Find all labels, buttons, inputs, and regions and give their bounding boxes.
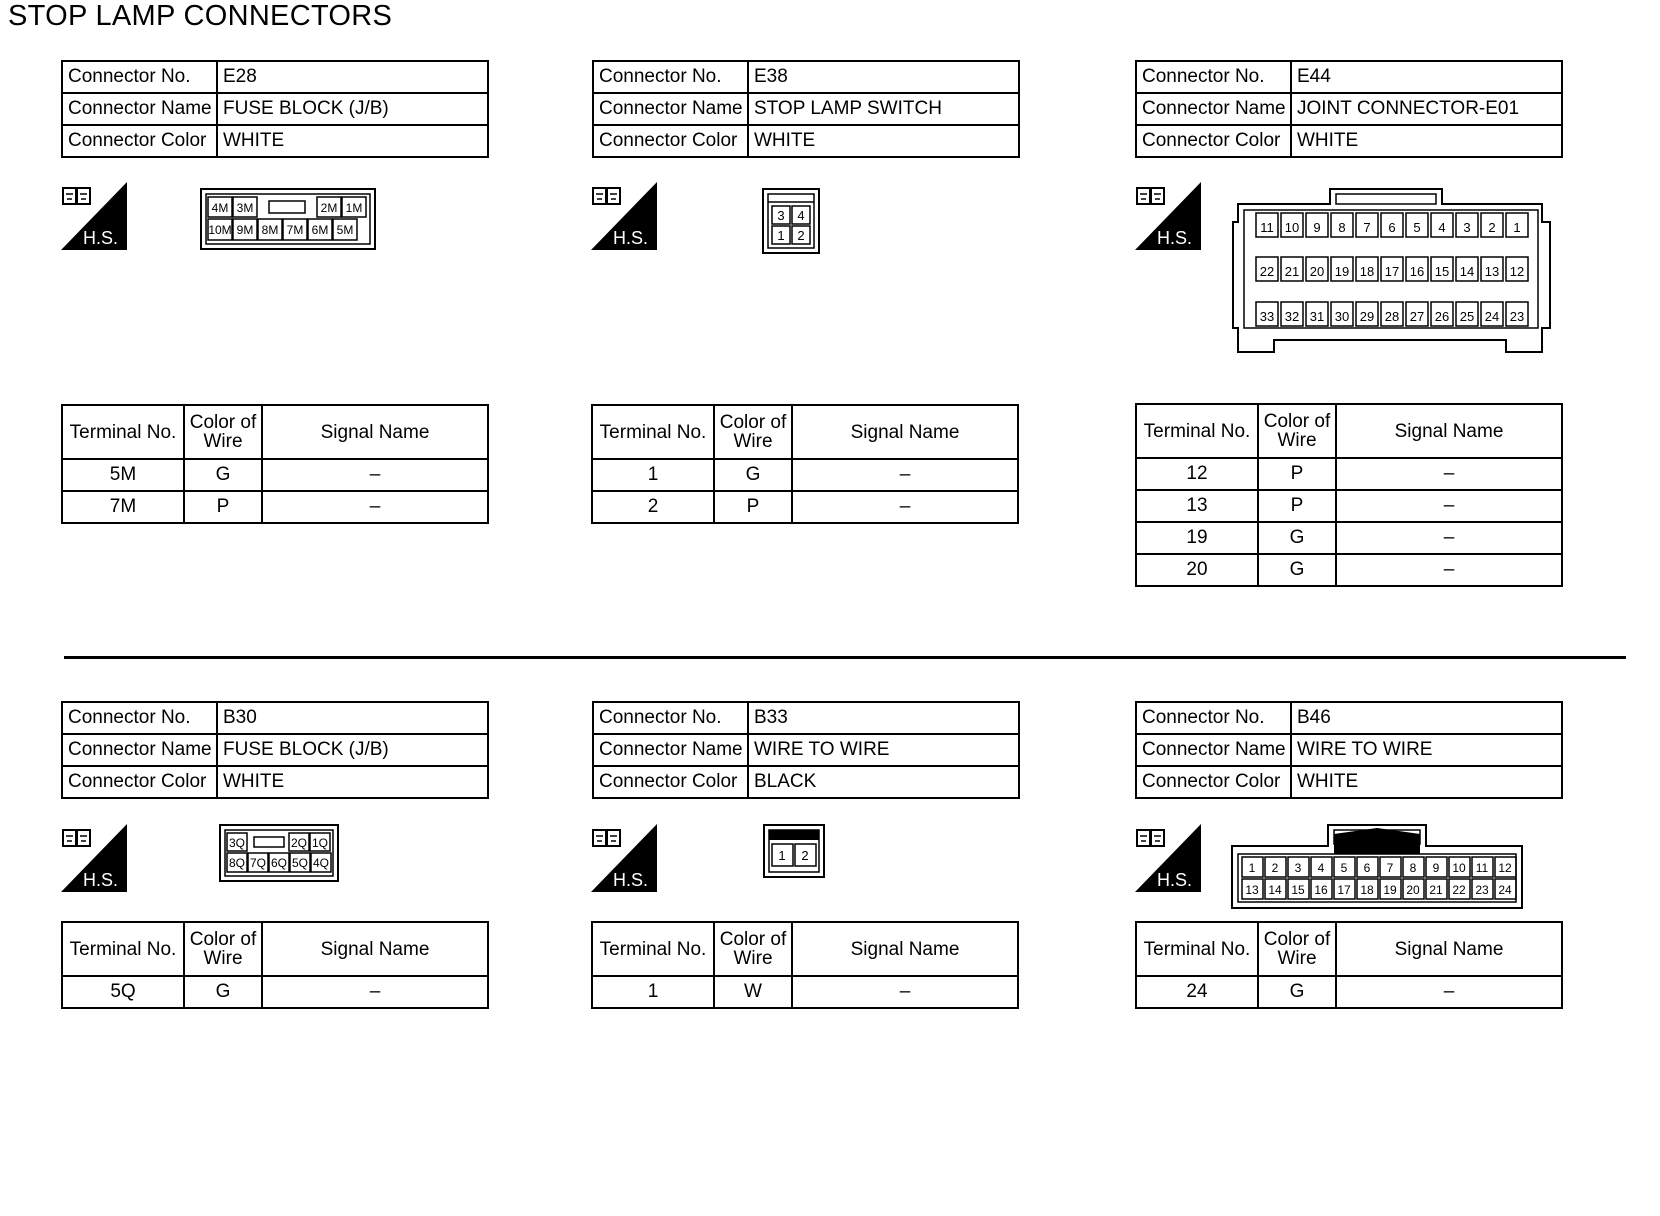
hs-icon bbox=[61, 182, 127, 250]
terminal-no: 5Q bbox=[62, 976, 184, 1008]
signal-name: – bbox=[792, 491, 1018, 523]
section-divider bbox=[64, 656, 1626, 659]
pin-label: 1 bbox=[778, 848, 786, 863]
pin-label: 4 bbox=[797, 208, 805, 223]
terminal-table-b46 bbox=[1135, 921, 1563, 1009]
pin-label: 2 bbox=[801, 848, 809, 863]
hs-icon bbox=[61, 824, 127, 892]
connector-no-value: E38 bbox=[748, 61, 1019, 93]
header-terminal-no: Terminal No. bbox=[592, 405, 714, 459]
label-connector-no: Connector No. bbox=[1136, 702, 1291, 734]
pin-label: 13 bbox=[1484, 264, 1500, 279]
pin-label: 20 bbox=[1309, 264, 1325, 279]
terminal-no: 1 bbox=[592, 976, 714, 1008]
pin-label: 8 bbox=[1338, 220, 1346, 235]
pin-label: 22 bbox=[1259, 264, 1275, 279]
connector-face-e38 bbox=[762, 188, 820, 254]
table-row bbox=[62, 976, 488, 1008]
label-connector-no: Connector No. bbox=[62, 61, 217, 93]
terminal-table-b30 bbox=[61, 921, 489, 1009]
header-terminal-no: Terminal No. bbox=[1136, 922, 1258, 976]
label-connector-no: Connector No. bbox=[62, 702, 217, 734]
signal-name: – bbox=[1336, 490, 1562, 522]
signal-name: – bbox=[792, 459, 1018, 491]
connector-name-value: FUSE BLOCK (J/B) bbox=[217, 734, 488, 766]
connector-info-b33 bbox=[592, 701, 1020, 799]
pin-label: 1Q bbox=[311, 836, 329, 850]
connector-face-e28 bbox=[200, 188, 376, 250]
pin-label: 29 bbox=[1359, 309, 1375, 324]
connector-color-value: WHITE bbox=[748, 125, 1019, 157]
connector-color-value: WHITE bbox=[1291, 766, 1562, 798]
connector-info-b46 bbox=[1135, 701, 1563, 799]
pin-label: 27 bbox=[1409, 309, 1425, 324]
pin-label: 19 bbox=[1383, 883, 1397, 897]
table-row bbox=[1136, 976, 1562, 1008]
connector-info-e44 bbox=[1135, 60, 1563, 158]
connector-name-value: WIRE TO WIRE bbox=[1291, 734, 1562, 766]
wire-color: G bbox=[1258, 522, 1336, 554]
wire-color: W bbox=[714, 976, 792, 1008]
pin-label: 19 bbox=[1334, 264, 1350, 279]
pin-label: 2 bbox=[1271, 861, 1279, 875]
connector-color-value: BLACK bbox=[748, 766, 1019, 798]
pin-label: 2 bbox=[797, 228, 805, 243]
terminal-no: 5M bbox=[62, 459, 184, 491]
connector-face-b33 bbox=[763, 824, 825, 878]
table-row bbox=[62, 491, 488, 523]
pin-label: 16 bbox=[1409, 264, 1425, 279]
pin-label: 7 bbox=[1363, 220, 1371, 235]
svg-text:H.S.: H.S. bbox=[83, 870, 119, 890]
pin-label: 1 bbox=[777, 228, 785, 243]
connector-no-value: B46 bbox=[1291, 702, 1562, 734]
pin-label: 2M bbox=[320, 201, 338, 215]
pin-label: 1 bbox=[1513, 220, 1521, 235]
pin-label: 30 bbox=[1334, 309, 1350, 324]
label-connector-name: Connector Name bbox=[62, 93, 217, 125]
pin-label: 9 bbox=[1432, 861, 1440, 875]
pin-label: 26 bbox=[1434, 309, 1450, 324]
header-signal-name: Signal Name bbox=[792, 922, 1018, 976]
pin-label: 3 bbox=[1463, 220, 1471, 235]
pin-label: 10M bbox=[208, 223, 232, 237]
connector-info-e38 bbox=[592, 60, 1020, 158]
wire-color: P bbox=[1258, 458, 1336, 490]
connector-name-value: STOP LAMP SWITCH bbox=[748, 93, 1019, 125]
header-signal-name: Signal Name bbox=[1336, 404, 1562, 458]
terminal-table-b33 bbox=[591, 921, 1019, 1009]
terminal-no: 7M bbox=[62, 491, 184, 523]
table-row bbox=[1136, 458, 1562, 490]
page-title: STOP LAMP CONNECTORS bbox=[8, 0, 393, 32]
label-connector-no: Connector No. bbox=[1136, 61, 1291, 93]
pin-label: 22 bbox=[1452, 883, 1466, 897]
header-terminal-no: Terminal No. bbox=[62, 405, 184, 459]
wire-color: G bbox=[1258, 976, 1336, 1008]
wire-color: G bbox=[184, 976, 262, 1008]
pin-label: 1M bbox=[345, 201, 363, 215]
pin-label: 21 bbox=[1429, 883, 1443, 897]
pin-label: 10 bbox=[1452, 861, 1466, 875]
pin-label: 8M bbox=[261, 223, 279, 237]
pin-label: 32 bbox=[1284, 309, 1300, 324]
pin-label: 2Q bbox=[290, 836, 308, 850]
table-row bbox=[1136, 554, 1562, 586]
pin-label: 24 bbox=[1484, 309, 1500, 324]
pin-label: 23 bbox=[1475, 883, 1489, 897]
pin-label: 4 bbox=[1317, 861, 1325, 875]
pin-label: 15 bbox=[1434, 264, 1450, 279]
pin-label: 31 bbox=[1309, 309, 1325, 324]
connector-color-value: WHITE bbox=[1291, 125, 1562, 157]
pin-label: 3M bbox=[236, 201, 254, 215]
signal-name: – bbox=[1336, 554, 1562, 586]
svg-text:H.S.: H.S. bbox=[1157, 228, 1193, 248]
pin-label: 6Q bbox=[270, 856, 288, 870]
label-connector-color: Connector Color bbox=[593, 766, 748, 798]
connector-info-b30 bbox=[61, 701, 489, 799]
signal-name: – bbox=[792, 976, 1018, 1008]
wire-color: P bbox=[714, 491, 792, 523]
label-connector-color: Connector Color bbox=[1136, 125, 1291, 157]
table-row bbox=[592, 491, 1018, 523]
connector-no-value: E28 bbox=[217, 61, 488, 93]
pin-label: 12 bbox=[1509, 264, 1525, 279]
label-connector-name: Connector Name bbox=[1136, 734, 1291, 766]
pin-label: 11 bbox=[1260, 220, 1274, 235]
header-color-of-wire: Color of Wire bbox=[714, 922, 792, 976]
pin-label: 2 bbox=[1488, 220, 1496, 235]
pin-label: 4M bbox=[211, 201, 229, 215]
header-color-of-wire: Color of Wire bbox=[184, 922, 262, 976]
header-color-of-wire: Color of Wire bbox=[714, 405, 792, 459]
pin-label: 6 bbox=[1388, 220, 1396, 235]
signal-name: – bbox=[1336, 976, 1562, 1008]
pin-label: 9 bbox=[1313, 220, 1321, 235]
pin-label: 7Q bbox=[249, 856, 267, 870]
wire-color: P bbox=[184, 491, 262, 523]
signal-name: – bbox=[1336, 522, 1562, 554]
pin-label: 6 bbox=[1363, 861, 1371, 875]
connector-color-value: WHITE bbox=[217, 766, 488, 798]
pin-label: 6M bbox=[311, 223, 329, 237]
header-terminal-no: Terminal No. bbox=[62, 922, 184, 976]
terminal-no: 20 bbox=[1136, 554, 1258, 586]
header-color-of-wire: Color of Wire bbox=[1258, 404, 1336, 458]
pin-label: 28 bbox=[1384, 309, 1400, 324]
hs-icon bbox=[591, 824, 657, 892]
connector-name-value: WIRE TO WIRE bbox=[748, 734, 1019, 766]
hs-icon bbox=[1135, 182, 1201, 250]
wire-color: G bbox=[1258, 554, 1336, 586]
table-row bbox=[592, 976, 1018, 1008]
table-row bbox=[1136, 522, 1562, 554]
terminal-table-e38 bbox=[591, 404, 1019, 524]
pin-label: 24 bbox=[1498, 883, 1512, 897]
pin-label: 7 bbox=[1386, 861, 1394, 875]
pin-label: 8 bbox=[1409, 861, 1417, 875]
connector-no-value: B30 bbox=[217, 702, 488, 734]
pin-label: 23 bbox=[1509, 309, 1525, 324]
signal-name: – bbox=[1336, 458, 1562, 490]
pin-label: 11 bbox=[1475, 861, 1489, 875]
pin-label: 8Q bbox=[228, 856, 246, 870]
connector-face-b46 bbox=[1230, 824, 1524, 910]
connector-no-value: B33 bbox=[748, 702, 1019, 734]
header-signal-name: Signal Name bbox=[792, 405, 1018, 459]
pin-label: 17 bbox=[1384, 264, 1400, 279]
table-row bbox=[592, 459, 1018, 491]
svg-text:H.S.: H.S. bbox=[83, 228, 119, 248]
terminal-no: 13 bbox=[1136, 490, 1258, 522]
svg-text:H.S.: H.S. bbox=[613, 228, 649, 248]
pin-label: 7M bbox=[286, 223, 304, 237]
label-connector-color: Connector Color bbox=[1136, 766, 1291, 798]
pin-label: 16 bbox=[1314, 883, 1328, 897]
header-signal-name: Signal Name bbox=[262, 922, 488, 976]
connector-no-value: E44 bbox=[1291, 61, 1562, 93]
pin-label: 17 bbox=[1337, 883, 1351, 897]
connector-name-value: FUSE BLOCK (J/B) bbox=[217, 93, 488, 125]
header-color-of-wire: Color of Wire bbox=[184, 405, 262, 459]
signal-name: – bbox=[262, 459, 488, 491]
header-signal-name: Signal Name bbox=[1336, 922, 1562, 976]
header-terminal-no: Terminal No. bbox=[1136, 404, 1258, 458]
pin-label: 5 bbox=[1340, 861, 1348, 875]
terminal-no: 1 bbox=[592, 459, 714, 491]
header-signal-name: Signal Name bbox=[262, 405, 488, 459]
pin-label: 1 bbox=[1248, 861, 1256, 875]
pin-label: 25 bbox=[1459, 309, 1475, 324]
pin-label: 33 bbox=[1259, 309, 1275, 324]
header-terminal-no: Terminal No. bbox=[592, 922, 714, 976]
label-connector-color: Connector Color bbox=[593, 125, 748, 157]
label-connector-name: Connector Name bbox=[1136, 93, 1291, 125]
label-connector-no: Connector No. bbox=[593, 702, 748, 734]
signal-name: – bbox=[262, 491, 488, 523]
pin-label: 18 bbox=[1359, 264, 1375, 279]
pin-label: 21 bbox=[1284, 264, 1300, 279]
connector-info-e28 bbox=[61, 60, 489, 158]
pin-label: 5Q bbox=[291, 856, 309, 870]
pin-label: 4 bbox=[1438, 220, 1446, 235]
label-connector-name: Connector Name bbox=[593, 734, 748, 766]
pin-label: 20 bbox=[1406, 883, 1420, 897]
wire-color: P bbox=[1258, 490, 1336, 522]
connector-name-value: JOINT CONNECTOR-E01 bbox=[1291, 93, 1562, 125]
hs-icon bbox=[591, 182, 657, 250]
terminal-no: 12 bbox=[1136, 458, 1258, 490]
pin-label: 14 bbox=[1459, 264, 1475, 279]
label-connector-name: Connector Name bbox=[593, 93, 748, 125]
connector-face-b30 bbox=[219, 824, 339, 882]
pin-label: 15 bbox=[1291, 883, 1305, 897]
pin-label: 9M bbox=[236, 223, 254, 237]
table-row bbox=[62, 459, 488, 491]
label-connector-no: Connector No. bbox=[593, 61, 748, 93]
label-connector-color: Connector Color bbox=[62, 766, 217, 798]
pin-label: 14 bbox=[1268, 883, 1282, 897]
wire-color: G bbox=[184, 459, 262, 491]
pin-label: 5M bbox=[336, 223, 354, 237]
connector-color-value: WHITE bbox=[217, 125, 488, 157]
pin-label: 10 bbox=[1284, 220, 1300, 235]
connector-face-e44 bbox=[1232, 188, 1564, 354]
signal-name: – bbox=[262, 976, 488, 1008]
pin-label: 5 bbox=[1413, 220, 1421, 235]
pin-label: 3 bbox=[1294, 861, 1302, 875]
label-connector-name: Connector Name bbox=[62, 734, 217, 766]
pin-label: 12 bbox=[1498, 861, 1512, 875]
label-connector-color: Connector Color bbox=[62, 125, 217, 157]
svg-text:H.S.: H.S. bbox=[1157, 870, 1193, 890]
pin-label: 3 bbox=[777, 208, 785, 223]
pin-label: 18 bbox=[1360, 883, 1374, 897]
pin-label: 4Q bbox=[312, 856, 330, 870]
hs-icon bbox=[1135, 824, 1201, 892]
svg-text:H.S.: H.S. bbox=[613, 870, 649, 890]
terminal-table-e28 bbox=[61, 404, 489, 524]
terminal-no: 24 bbox=[1136, 976, 1258, 1008]
wire-color: G bbox=[714, 459, 792, 491]
terminal-no: 19 bbox=[1136, 522, 1258, 554]
terminal-no: 2 bbox=[592, 491, 714, 523]
header-color-of-wire: Color of Wire bbox=[1258, 922, 1336, 976]
pin-label: 3Q bbox=[228, 836, 246, 850]
terminal-table-e44 bbox=[1135, 403, 1563, 587]
table-row bbox=[1136, 490, 1562, 522]
pin-label: 13 bbox=[1245, 883, 1259, 897]
